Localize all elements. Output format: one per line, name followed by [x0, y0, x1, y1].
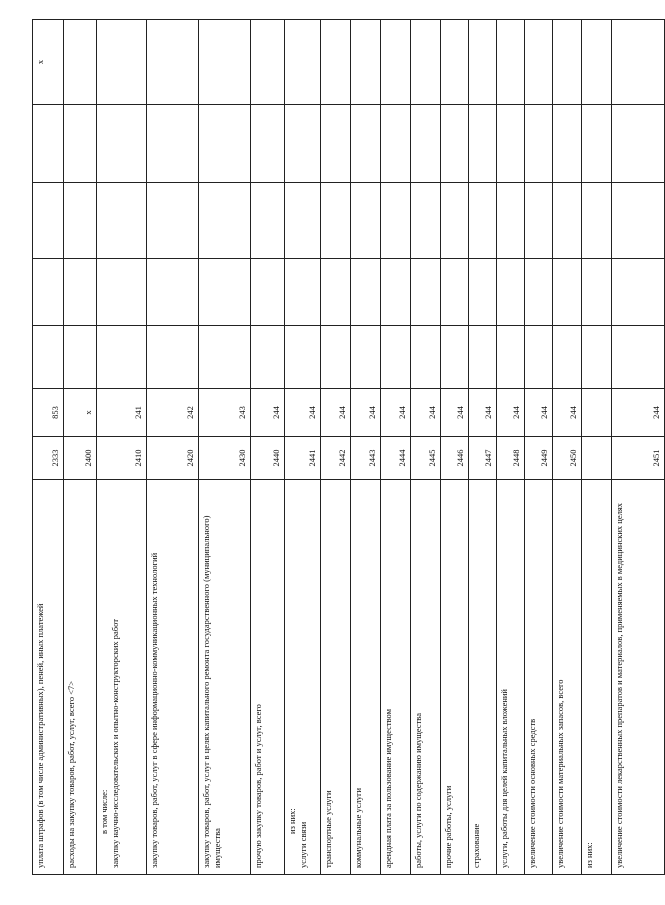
row-name: услуги, работы для целей капитальных вложений	[499, 689, 509, 868]
row-last-cell	[97, 20, 147, 105]
row-code-cell: 2443	[351, 437, 381, 480]
row-value-cell	[64, 105, 97, 183]
row-code-cell: 2446	[441, 437, 469, 480]
row-code-cell	[582, 437, 612, 480]
row-value-cell	[351, 105, 381, 183]
row-name-cell	[411, 480, 441, 875]
row-value-cell	[251, 326, 285, 389]
row-value-cell	[285, 326, 321, 389]
row-code-cell: 2442	[321, 437, 351, 480]
row-value-cell	[147, 183, 199, 259]
row-last-cell	[497, 20, 525, 105]
table-row	[351, 20, 381, 875]
row-value-cell	[582, 183, 612, 259]
table-row	[321, 20, 351, 875]
row-value-cell	[199, 183, 251, 259]
row-value-cell	[612, 259, 665, 326]
row-name-cell	[251, 480, 285, 875]
row-last-cell	[351, 20, 381, 105]
row-value-cell	[351, 183, 381, 259]
row-code-cell: 2420	[147, 437, 199, 480]
row-value-cell	[199, 259, 251, 326]
row-value-cell	[497, 326, 525, 389]
row-code-cell: 2444	[381, 437, 411, 480]
row-value-cell	[285, 105, 321, 183]
row-last-cell	[251, 20, 285, 105]
row-last-cell	[525, 20, 553, 105]
table-row	[381, 20, 411, 875]
row-value-cell	[469, 183, 497, 259]
row-code-cell: 2451	[612, 437, 665, 480]
row-value-cell	[582, 105, 612, 183]
row-name-cell	[321, 480, 351, 875]
row-code-cell: 2441	[285, 437, 321, 480]
row-value-cell	[553, 183, 582, 259]
row-value-cell	[251, 183, 285, 259]
row-kbk-cell: 853	[33, 389, 64, 437]
row-value-cell	[64, 326, 97, 389]
row-value-cell	[321, 183, 351, 259]
row-name-cell	[33, 480, 64, 875]
row-name-cell	[441, 480, 469, 875]
row-value-cell	[497, 259, 525, 326]
row-name: увеличение стоимости основных средств	[527, 718, 537, 868]
row-value-cell	[612, 105, 665, 183]
row-code-cell: 2450	[553, 437, 582, 480]
table-row	[441, 20, 469, 875]
row-name-cell	[64, 480, 97, 875]
row-value-cell	[351, 259, 381, 326]
row-kbk-cell: 244	[553, 389, 582, 437]
row-name: арендная плата за пользование имуществом	[383, 709, 393, 868]
row-name-cell	[612, 480, 665, 875]
row-value-cell	[411, 326, 441, 389]
row-value-cell	[97, 105, 147, 183]
row-value-cell	[525, 183, 553, 259]
row-name-cell	[285, 480, 321, 875]
row-value-cell	[351, 326, 381, 389]
row-value-cell	[147, 326, 199, 389]
row-kbk-cell: 243	[199, 389, 251, 437]
row-value-cell	[497, 183, 525, 259]
row-name: страхование	[471, 823, 481, 868]
row-value-cell	[411, 259, 441, 326]
table-row	[251, 20, 285, 875]
expenses-table	[32, 19, 665, 875]
table-row	[33, 20, 64, 875]
row-value-cell	[441, 259, 469, 326]
row-name-cell	[147, 480, 199, 875]
row-last-cell	[147, 20, 199, 105]
row-last-cell	[321, 20, 351, 105]
row-last-cell: x	[33, 20, 64, 105]
row-value-cell	[441, 183, 469, 259]
row-value-cell	[64, 183, 97, 259]
row-code-cell: 2430	[199, 437, 251, 480]
row-kbk-cell: 241	[97, 389, 147, 437]
row-name: увеличение стоимости лекарственных препаратов и материалов, применяемых в медицинских целях	[614, 502, 624, 868]
table-row	[497, 20, 525, 875]
table-row	[525, 20, 553, 875]
row-value-cell	[285, 259, 321, 326]
row-code-cell: 2333	[33, 437, 64, 480]
row-value-cell	[469, 326, 497, 389]
row-last-cell	[612, 20, 665, 105]
row-value-cell	[441, 105, 469, 183]
table-row	[64, 20, 97, 875]
row-code-cell: 2447	[469, 437, 497, 480]
row-code-cell: 2440	[251, 437, 285, 480]
row-value-cell	[33, 183, 64, 259]
row-value-cell	[147, 259, 199, 326]
table-row	[553, 20, 582, 875]
row-value-cell	[251, 259, 285, 326]
row-kbk-cell: 244	[411, 389, 441, 437]
row-value-cell	[381, 183, 411, 259]
row-value-cell	[411, 105, 441, 183]
row-name-cell	[97, 480, 147, 875]
row-kbk-cell: 244	[612, 389, 665, 437]
row-value-cell	[33, 326, 64, 389]
rotated-financial-table	[32, 20, 661, 875]
row-code-cell: 2449	[525, 437, 553, 480]
row-name-cell	[199, 480, 251, 875]
row-name: прочие работы, услуги	[443, 785, 453, 868]
row-value-cell	[582, 259, 612, 326]
row-kbk-cell: 244	[251, 389, 285, 437]
row-value-cell	[285, 183, 321, 259]
row-value-cell	[553, 326, 582, 389]
row-name-cell	[553, 480, 582, 875]
row-name: закупку товаров, работ, услуг в сфере информационно-коммуникационных технологий	[149, 552, 159, 868]
row-value-cell	[97, 259, 147, 326]
row-name-prefix: в том числе:	[99, 789, 109, 834]
row-value-cell	[469, 105, 497, 183]
row-last-cell	[582, 20, 612, 105]
row-kbk-cell: 242	[147, 389, 199, 437]
row-kbk-cell: 244	[321, 389, 351, 437]
row-name-cell	[469, 480, 497, 875]
row-name: услуги связи	[298, 821, 308, 868]
row-name: коммунальные услуги	[353, 787, 363, 868]
row-name: работы, услуги по содержанию имущества	[413, 713, 423, 868]
row-kbk-cell: 244	[285, 389, 321, 437]
row-name: из них:	[584, 842, 594, 868]
row-value-cell	[525, 259, 553, 326]
row-name: расходы на закупку товаров, работ, услуг, всего <7>	[66, 680, 76, 868]
row-name: закупку научно-исследовательских и опытно-конструкторских работ	[110, 619, 120, 868]
row-kbk-cell	[582, 389, 612, 437]
row-value-cell	[147, 105, 199, 183]
row-name: транспортные услуги	[323, 790, 333, 868]
row-value-cell	[33, 259, 64, 326]
row-name-cell	[525, 480, 553, 875]
row-code-cell: 2410	[97, 437, 147, 480]
row-value-cell	[64, 259, 97, 326]
row-code-cell: 2445	[411, 437, 441, 480]
row-name-prefix: из них:	[287, 808, 297, 834]
row-name-cell	[381, 480, 411, 875]
row-value-cell	[97, 326, 147, 389]
row-kbk-cell: 244	[469, 389, 497, 437]
row-value-cell	[411, 183, 441, 259]
row-last-cell	[64, 20, 97, 105]
row-value-cell	[321, 105, 351, 183]
row-value-cell	[251, 105, 285, 183]
row-value-cell	[582, 326, 612, 389]
row-kbk-cell: 244	[441, 389, 469, 437]
row-name-cell	[351, 480, 381, 875]
row-name-cell	[582, 480, 612, 875]
row-value-cell	[469, 259, 497, 326]
row-code-cell: 2448	[497, 437, 525, 480]
row-last-cell	[199, 20, 251, 105]
row-value-cell	[553, 105, 582, 183]
row-value-cell	[381, 259, 411, 326]
table-row	[285, 20, 321, 875]
row-value-cell	[321, 326, 351, 389]
row-value-cell	[321, 259, 351, 326]
table-row	[612, 20, 665, 875]
table-row	[147, 20, 199, 875]
row-name-cell	[497, 480, 525, 875]
row-name: закупку товаров, работ, услуг в целях капитального ремонта государственного (муниципального) имущества	[201, 515, 222, 868]
row-last-cell	[469, 20, 497, 105]
table-row	[97, 20, 147, 875]
table-row	[469, 20, 497, 875]
row-value-cell	[199, 326, 251, 389]
row-name: увеличение стоимости материальных запасов, всего	[555, 679, 565, 868]
row-value-cell	[199, 105, 251, 183]
row-value-cell	[381, 105, 411, 183]
table-row	[582, 20, 612, 875]
row-value-cell	[612, 326, 665, 389]
row-kbk-cell: 244	[497, 389, 525, 437]
row-last-cell	[381, 20, 411, 105]
row-value-cell	[525, 326, 553, 389]
row-value-cell	[33, 105, 64, 183]
row-value-cell	[97, 183, 147, 259]
row-value-cell	[497, 105, 525, 183]
row-value-cell	[612, 183, 665, 259]
row-value-cell	[441, 326, 469, 389]
row-last-cell	[441, 20, 469, 105]
row-kbk-cell: 244	[525, 389, 553, 437]
row-kbk-cell: x	[64, 389, 97, 437]
row-kbk-cell: 244	[381, 389, 411, 437]
row-kbk-cell: 244	[351, 389, 381, 437]
row-name: уплата штрафов (в том числе административных), пеней, иных платежей	[35, 603, 45, 868]
row-last-cell	[411, 20, 441, 105]
row-value-cell	[553, 259, 582, 326]
row-value-cell	[525, 105, 553, 183]
row-code-cell: 2400	[64, 437, 97, 480]
row-last-cell	[285, 20, 321, 105]
row-value-cell	[381, 326, 411, 389]
table-row	[411, 20, 441, 875]
table-row	[199, 20, 251, 875]
row-last-cell	[553, 20, 582, 105]
row-name: прочую закупку товаров, работ и услуг, всего	[253, 704, 263, 868]
